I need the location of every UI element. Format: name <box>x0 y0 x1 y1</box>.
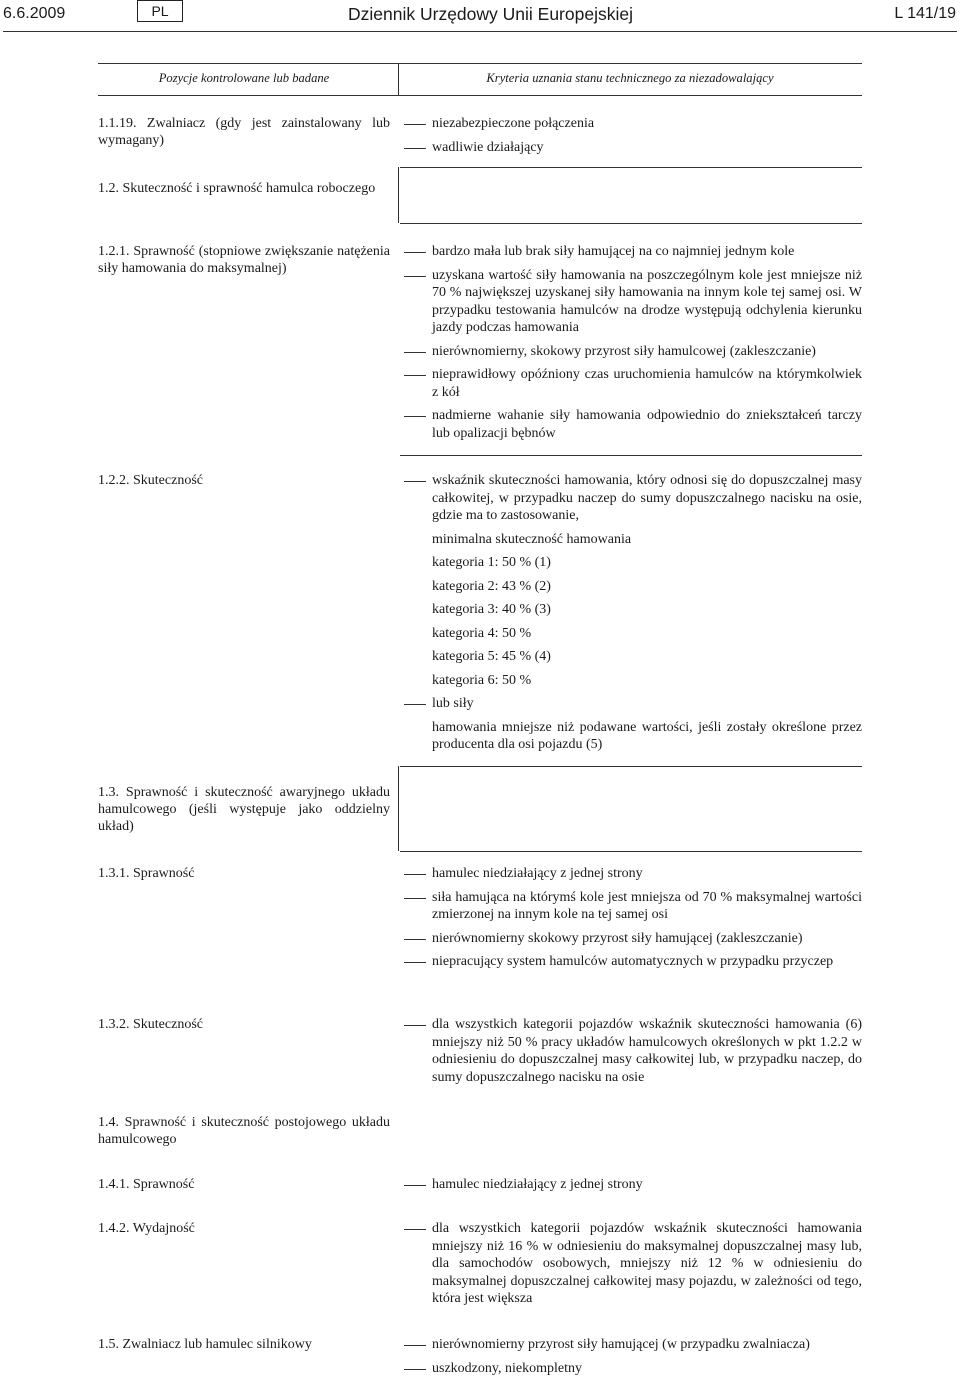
criterion: hamulec niedziałający z jednej strony <box>404 865 862 883</box>
criterion: kategoria 6: 50 % <box>432 672 532 688</box>
criterion: kategoria 1: 50 % (1) <box>432 555 551 570</box>
row-item-label: 1.2.2. Skuteczność <box>98 473 203 488</box>
row-criteria <box>404 1176 862 1200</box>
row-item-label: 1.3.1. Sprawność <box>98 866 195 881</box>
criterion: nierównomierny skokowy przyrost siły hamującej (zakleszczanie) <box>404 930 862 948</box>
row-criteria <box>404 1220 862 1314</box>
row-item-label: 1.4. Sprawność i skuteczność postojowego układu hamulcowego <box>98 1115 390 1147</box>
criterion: bardzo mała lub brak siły hamującej na co najmniej jednym kole <box>404 243 862 261</box>
header-column-divider <box>398 63 399 95</box>
row-item-label: 1.4.2. Wydajność <box>98 1221 195 1236</box>
row-divider <box>400 851 862 852</box>
header-bottom-rule <box>98 95 862 96</box>
criterion: kategoria 5: 45 % (4) <box>432 649 551 664</box>
row-item-label: 1.1.19. Zwalniacz (gdy jest zainstalowany lub wymagany) <box>98 116 390 148</box>
criterion: wadliwie działający <box>404 139 862 157</box>
table-top-rule <box>98 63 862 64</box>
row-item-label: 1.3.2. Skuteczność <box>98 1017 203 1032</box>
publication-date: 6.6.2009 <box>3 5 66 22</box>
criterion: niezabezpieczone połączenia <box>404 115 862 133</box>
criterion: nierównomierny, skokowy przyrost siły hamulcowej (zakleszczanie) <box>404 343 862 361</box>
row-criteria <box>404 472 862 760</box>
row-item-label: 1.2. Skuteczność i sprawność hamulca roboczego <box>98 181 376 196</box>
row-item-label: 1.5. Zwalniacz lub hamulec silnikowy <box>98 1337 312 1352</box>
page-reference: L 141/19 <box>894 5 956 22</box>
row-criteria <box>404 1336 862 1383</box>
criterion: minimalna skuteczność hamowania <box>432 531 632 547</box>
row-divider <box>400 223 862 224</box>
criterion: kategoria 4: 50 % <box>432 625 532 641</box>
criterion: hamowania mniejsze niż podawane wartości, jeśli zostały określone przez producenta dla osi pojazdu (5) <box>432 719 862 752</box>
criterion: nierównomierny przyrost siły hamującej (w przypadku zwalniacza) <box>404 1336 862 1354</box>
criterion: nadmierne wahanie siły hamowania odpowiednio do zniekształceń tarczy lub opalizacji bębnów <box>404 407 862 442</box>
criteria-column-header: Kryteria uznania stanu technicznego za niezadowalający <box>486 71 774 85</box>
row-divider <box>400 455 862 456</box>
criterion: hamulec niedziałający z jednej strony <box>404 1176 862 1194</box>
page-header <box>0 0 960 30</box>
criterion: lub siły <box>404 695 862 713</box>
column-divider <box>398 167 399 223</box>
row-item-label: 1.3. Sprawność i skuteczność awaryjnego układu hamulcowego (jeśli występuje jako oddzielny układ) <box>98 785 390 834</box>
items-column-header: Pozycje kontrolowane lub badane <box>158 71 330 85</box>
criterion: kategoria 2: 43 % (2) <box>432 578 551 594</box>
row-criteria <box>404 865 862 977</box>
column-divider <box>398 766 399 851</box>
row-divider <box>400 167 862 168</box>
row-criteria <box>404 243 862 448</box>
criterion: dla wszystkich kategorii pojazdów wskaźnik skuteczności hamowania mniejszy niż 16 % w odniesieniu do maksymalnej dopuszczalnej masy lub, dla samochodów osobowych, mniejszy niż 12 % w odniesieniu do maksymalnej dopuszczalnej całkowitej masy pojazdu, w zależności od tego, która jest większa <box>404 1220 862 1308</box>
criterion: kategoria 3: 40 % (3) <box>432 602 551 617</box>
criterion: uzyskana wartość siły hamowania na poszczególnym kole jest mniejsze niż 70 % największej uzyskanej siły hamowania na innym kole tej samej osi. W przypadku testowania hamulców na drodze występują odchylenia kierunku jazdy podczas hamowania <box>404 267 862 337</box>
language-badge: PL <box>137 0 183 22</box>
row-divider <box>400 766 862 767</box>
criterion: siła hamująca na którymś kole jest mniejsza od 70 % maksymalnej wartości zmierzonej na innym kole na tej samej osi <box>404 889 862 924</box>
row-item-label: 1.2.1. Sprawność (stopniowe zwiększanie natężenia siły hamowania do maksymalnej) <box>98 244 390 276</box>
criterion: uszkodzony, niekompletny <box>404 1360 862 1378</box>
journal-title: Dziennik Urzędowy Unii Europejskiej <box>348 4 633 24</box>
row-item-label: 1.4.1. Sprawność <box>98 1177 195 1192</box>
criterion: niepracujący system hamulców automatycznych w przypadku przyczep <box>404 953 862 971</box>
criterion: nieprawidłowy opóźniony czas uruchomienia hamulców na którymkolwiek z kół <box>404 366 862 401</box>
criterion: dla wszystkich kategorii pojazdów wskaźnik skuteczności hamowania (6) mniejszy niż 50 % pracy układów hamulcowych określonych w pkt 1.2.2 w odniesieniu do dopuszczalnej masy całkowitej lub, w przypadku naczep, do sumy dopuszczalnego nacisku na osie <box>404 1016 862 1086</box>
criterion: wskaźnik skuteczności hamowania, który odnosi się do dopuszczalnej masy całkowitej, w przypadku naczep do sumy dopuszczalnego nacisku na osie, gdzie ma to zastosowanie, <box>404 472 862 525</box>
row-criteria <box>404 1016 862 1092</box>
row-criteria <box>404 115 862 162</box>
header-divider <box>3 31 957 32</box>
